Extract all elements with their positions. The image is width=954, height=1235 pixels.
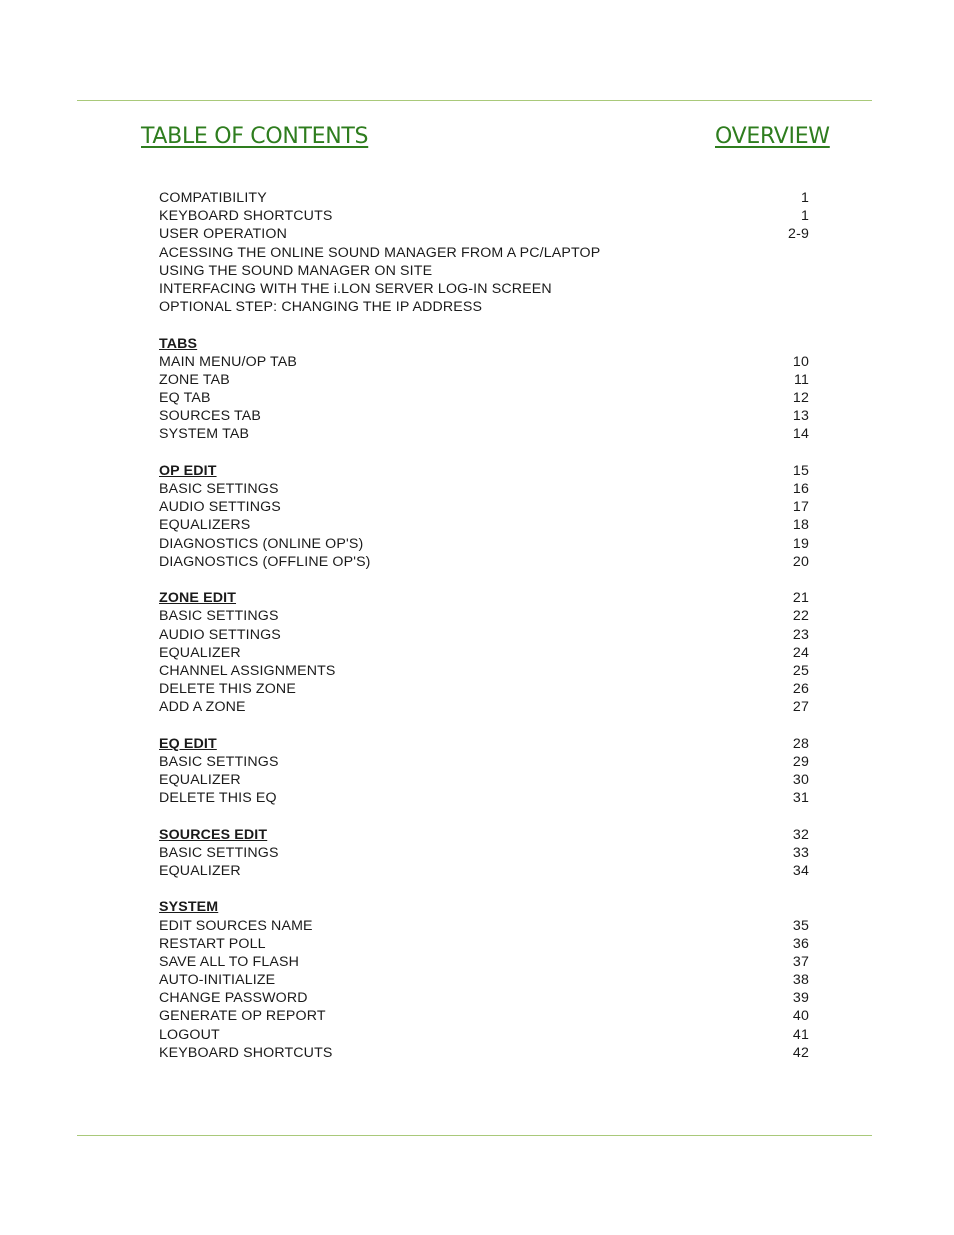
toc-entry-label: KEYBOARD SHORTCUTS bbox=[159, 1044, 333, 1061]
toc-entry-page: 17 bbox=[792, 499, 809, 516]
toc-entry[interactable] bbox=[159, 353, 809, 371]
toc-section-heading[interactable] bbox=[159, 898, 809, 916]
section-page-number: 15 bbox=[792, 462, 809, 479]
section-gap bbox=[159, 880, 809, 898]
toc-entry-page: 20 bbox=[792, 553, 809, 570]
toc-entry-page: 12 bbox=[792, 390, 809, 407]
toc-entry[interactable] bbox=[159, 262, 809, 280]
toc-entry[interactable] bbox=[159, 626, 809, 644]
toc-entry-label: KEYBOARD SHORTCUTS bbox=[159, 208, 333, 225]
toc-section-heading[interactable] bbox=[159, 589, 809, 607]
toc-entry[interactable] bbox=[159, 844, 809, 862]
toc-entry-label: BASIC SETTINGS bbox=[159, 753, 279, 770]
section-page-number: 21 bbox=[792, 590, 809, 607]
toc-entry-label: DELETE THIS EQ bbox=[159, 790, 277, 807]
toc-entry-page: 1 bbox=[800, 190, 809, 206]
header-rule bbox=[77, 100, 872, 101]
toc-entry-label: EDIT SOURCES NAME bbox=[159, 917, 313, 934]
toc-entry-label: BASIC SETTINGS bbox=[159, 844, 279, 861]
toc-entry[interactable] bbox=[159, 607, 809, 625]
toc-entry-label: SAVE ALL TO FLASH bbox=[159, 953, 300, 970]
section-gap bbox=[159, 316, 809, 334]
section-title: TABS bbox=[159, 335, 198, 352]
toc-entry-label: AUDIO SETTINGS bbox=[159, 626, 281, 643]
toc-entry[interactable] bbox=[159, 389, 809, 407]
section-gap bbox=[159, 571, 809, 589]
toc-entry-label: INTERFACING WITH THE i.LON SERVER LOG-IN SCREEN bbox=[159, 280, 552, 297]
section-title: OP EDIT bbox=[159, 462, 217, 479]
toc-entry[interactable] bbox=[159, 480, 809, 498]
toc-entry-label: AUDIO SETTINGS bbox=[159, 499, 281, 516]
toc-entry-label: EQUALIZERS bbox=[159, 517, 251, 534]
toc-entry-label: USER OPERATION bbox=[159, 226, 287, 243]
toc-entry-page: 29 bbox=[792, 753, 809, 770]
toc-entry-page: 2-9 bbox=[788, 226, 809, 243]
toc-entry[interactable] bbox=[159, 698, 809, 716]
toc-entry-label: USING THE SOUND MANAGER ON SITE bbox=[159, 262, 433, 279]
toc-entry-label: EQUALIZER bbox=[159, 772, 241, 788]
section-title: ZONE EDIT bbox=[159, 590, 237, 607]
toc-entry-label: DIAGNOSTICS (OFFLINE OP'S) bbox=[159, 553, 371, 570]
toc-entry-page: 19 bbox=[792, 535, 809, 552]
footer-rule bbox=[77, 1135, 872, 1136]
toc-entry-page: 1 bbox=[800, 208, 809, 225]
toc-heading: TABLE OF CONTENTS bbox=[141, 124, 369, 149]
toc-entry[interactable] bbox=[159, 207, 809, 225]
toc-entry-page: 34 bbox=[792, 862, 809, 879]
toc-entry[interactable] bbox=[159, 935, 809, 953]
toc-entry-page: 31 bbox=[792, 790, 809, 807]
toc-entry-page: 38 bbox=[792, 972, 809, 989]
toc-entry-page: 10 bbox=[792, 353, 809, 370]
toc-entry-page: 27 bbox=[792, 699, 809, 716]
toc-entry-page: 37 bbox=[792, 953, 809, 970]
toc-entry-label: BASIC SETTINGS bbox=[159, 481, 279, 497]
toc-entry-label: DIAGNOSTICS (ONLINE OP'S) bbox=[159, 535, 364, 552]
toc-entry-page: 26 bbox=[792, 681, 809, 698]
table-of-contents bbox=[159, 189, 809, 1062]
toc-entry-label: EQUALIZER bbox=[159, 644, 241, 661]
toc-entry[interactable] bbox=[159, 971, 809, 989]
toc-entry-label: MAIN MENU/OP TAB bbox=[159, 353, 297, 370]
toc-entry-page: 16 bbox=[792, 481, 809, 497]
toc-entry-label: ACESSING THE ONLINE SOUND MANAGER FROM A PC/LAPTOP bbox=[159, 244, 601, 261]
toc-entry-label: BASIC SETTINGS bbox=[159, 608, 279, 625]
toc-entry-page: 39 bbox=[792, 990, 809, 1007]
toc-entry-label: SYSTEM TAB bbox=[159, 426, 250, 443]
toc-entry-page: 22 bbox=[792, 608, 809, 625]
toc-entry[interactable] bbox=[159, 425, 809, 443]
toc-entry[interactable] bbox=[159, 498, 809, 516]
toc-entry-page: 42 bbox=[792, 1044, 809, 1061]
section-gap bbox=[159, 716, 809, 734]
toc-entry[interactable] bbox=[159, 371, 809, 389]
toc-entry[interactable] bbox=[159, 244, 809, 262]
toc-entry[interactable] bbox=[159, 680, 809, 698]
toc-entry-page: 14 bbox=[792, 426, 809, 443]
toc-entry[interactable] bbox=[159, 280, 809, 298]
toc-entry[interactable] bbox=[159, 644, 809, 662]
toc-entry[interactable] bbox=[159, 917, 809, 935]
toc-entry-label: GENERATE OP REPORT bbox=[159, 1008, 326, 1025]
toc-entry-page: 25 bbox=[792, 662, 809, 679]
toc-entry[interactable] bbox=[159, 789, 809, 807]
toc-entry[interactable] bbox=[159, 1007, 809, 1025]
toc-entry[interactable] bbox=[159, 535, 809, 553]
toc-entry[interactable] bbox=[159, 771, 809, 789]
toc-entry[interactable] bbox=[159, 1026, 809, 1044]
toc-entry-page: 11 bbox=[793, 371, 809, 388]
section-title: SYSTEM bbox=[159, 899, 219, 916]
toc-entry-label: CHANGE PASSWORD bbox=[159, 990, 308, 1007]
toc-entry[interactable] bbox=[159, 953, 809, 971]
toc-entry-label: LOGOUT bbox=[159, 1026, 220, 1043]
toc-section-heading[interactable] bbox=[159, 335, 809, 353]
toc-entry-page: 41 bbox=[792, 1026, 809, 1043]
toc-entry[interactable] bbox=[159, 225, 809, 243]
toc-entry-label: CHANNEL ASSIGNMENTS bbox=[159, 662, 336, 679]
toc-entry[interactable] bbox=[159, 298, 809, 316]
section-gap bbox=[159, 807, 809, 825]
section-title: SOURCES EDIT bbox=[159, 826, 268, 843]
toc-entry-label: RESTART POLL bbox=[159, 935, 266, 952]
toc-entry-label: ZONE TAB bbox=[159, 371, 230, 388]
toc-section-heading[interactable] bbox=[159, 735, 809, 753]
toc-entry-page: 36 bbox=[792, 935, 809, 952]
toc-entry[interactable] bbox=[159, 662, 809, 680]
toc-entry[interactable] bbox=[159, 989, 809, 1007]
toc-entry-page: 13 bbox=[792, 408, 809, 425]
section-gap bbox=[159, 444, 809, 462]
toc-entry-label: EQ TAB bbox=[159, 390, 211, 407]
section-title: EQ EDIT bbox=[159, 735, 217, 752]
toc-entry-page: 40 bbox=[792, 1008, 809, 1025]
toc-entry[interactable] bbox=[159, 862, 809, 880]
toc-entry-page: 33 bbox=[792, 844, 809, 861]
toc-entry-page: 35 bbox=[792, 917, 809, 934]
toc-entry-page: 23 bbox=[792, 626, 809, 643]
toc-entry-label: COMPATIBILITY bbox=[159, 190, 267, 206]
toc-section-heading[interactable] bbox=[159, 826, 809, 844]
toc-entry[interactable] bbox=[159, 753, 809, 771]
toc-entry-label: SOURCES TAB bbox=[159, 408, 262, 425]
toc-entry-label: EQUALIZER bbox=[159, 862, 241, 879]
toc-entry-label: AUTO-INITIALIZE bbox=[159, 972, 276, 989]
toc-entry[interactable] bbox=[159, 407, 809, 425]
toc-entry-label: DELETE THIS ZONE bbox=[159, 681, 296, 698]
section-page-number: 28 bbox=[792, 735, 809, 752]
toc-entry[interactable] bbox=[159, 189, 809, 207]
toc-entry[interactable] bbox=[159, 1044, 809, 1062]
section-page-number: 32 bbox=[792, 826, 809, 843]
toc-section-heading[interactable] bbox=[159, 462, 809, 480]
toc-entry-label: OPTIONAL STEP: CHANGING THE IP ADDRESS bbox=[159, 299, 483, 316]
toc-entry[interactable] bbox=[159, 553, 809, 571]
toc-entry-page: 30 bbox=[792, 772, 809, 788]
toc-entry-page: 24 bbox=[792, 644, 809, 661]
toc-entry-label: ADD A ZONE bbox=[159, 699, 246, 716]
overview-heading: OVERVIEW bbox=[715, 124, 830, 149]
toc-entry[interactable] bbox=[159, 516, 809, 534]
toc-entry-page: 18 bbox=[792, 517, 809, 534]
